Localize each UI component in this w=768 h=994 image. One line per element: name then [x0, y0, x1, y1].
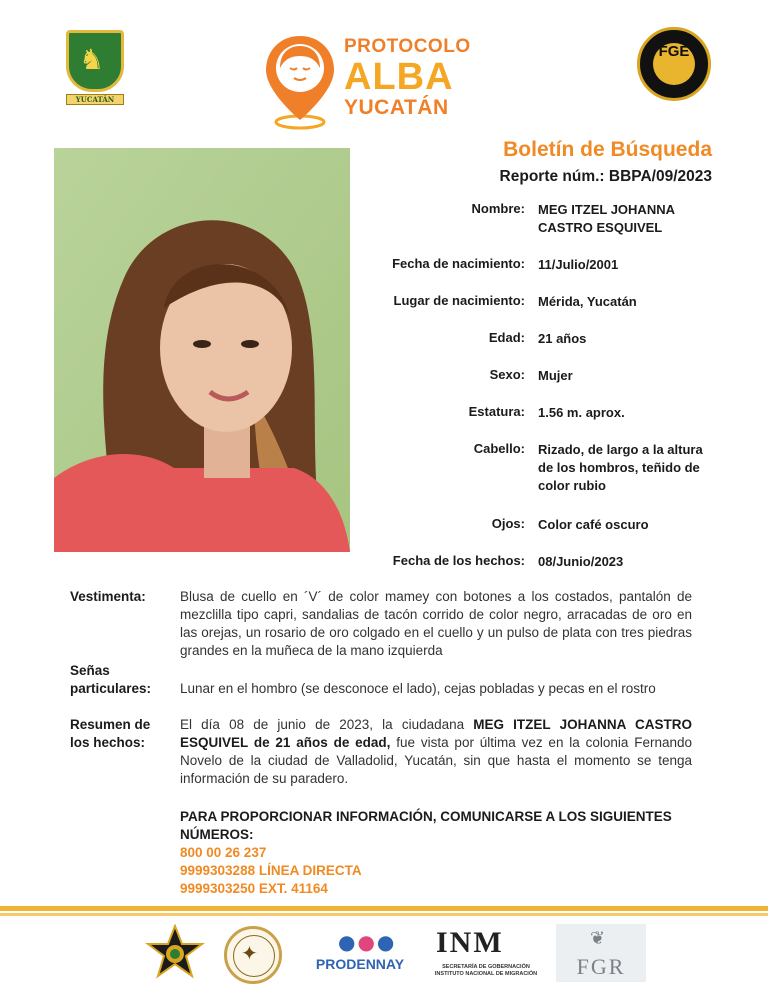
missing-person-photo	[54, 148, 350, 552]
alba-line-alba: ALBA	[344, 56, 454, 98]
summary-rest: fue vista por última vez en la colonia Fernando Novelo de la ciudad de Valladolid, Yucatán, sin que hasta el momento se tenga información de su paradero.	[180, 735, 692, 786]
fge-seal-text: FGE	[653, 43, 695, 85]
eagle-icon: ✦	[241, 941, 258, 965]
summary-name-bold: MEG ITZEL JOHANNA CASTRO ESQUIVEL de 21 años de edad,	[180, 717, 692, 750]
detail-label-name: Nombre:	[471, 201, 525, 216]
summary-text	[180, 716, 692, 788]
detail-label-event-date: Fecha de los hechos:	[392, 553, 525, 568]
detail-value-sex: Mujer	[538, 368, 573, 383]
detail-value-event-date: 08/Junio/2023	[538, 554, 624, 569]
protocolo-alba-logo	[264, 30, 494, 136]
fgr-logo	[556, 924, 646, 982]
clothing-text: Blusa de cuello en ´V´ de color mamey con botones a los costados, pantalón de mezclilla tipo capri, sandalias de tacón corrido de color negro, arracadas de oro en las orejas, un rosario de oro colgado en el cuello y un pulso de plata con tres piedras grandes en la muñeca de la mano izquierda	[180, 589, 692, 658]
footer-divider-light	[0, 913, 768, 916]
fgr-text: FGR	[576, 954, 626, 979]
prodennay-logo	[308, 924, 412, 984]
detail-value-height: 1.56 m. aprox.	[538, 405, 625, 420]
report-number: Reporte núm.: BBPA/09/2023	[499, 168, 712, 185]
clothing-label: Vestimenta:	[70, 589, 146, 604]
marks-label: Señas particulares:	[70, 663, 152, 696]
contact-heading: PARA PROPORCIONAR INFORMACIÓN, COMUNICARSE A LOS SIGUIENTES NÚMEROS:	[180, 809, 672, 842]
summary-intro: El día 08 de junio de 2023, la ciudadana	[180, 717, 465, 732]
inm-logo	[430, 924, 540, 984]
detail-label-eyes: Ojos:	[491, 516, 525, 531]
bulletin-title: Boletín de Búsqueda	[503, 138, 712, 161]
detail-value-age: 21 años	[538, 331, 587, 346]
police-star-badge-logo	[144, 924, 206, 984]
detail-value-hair: Rizado, de largo a la altura de los hombros, teñido de color rubio	[538, 442, 703, 493]
detail-label-height: Estatura:	[468, 404, 525, 419]
summary-label: Resumen de los hechos:	[70, 717, 151, 750]
inm-subtitle: SECRETARÍA DE GOBERNACIÓN INSTITUTO NACIONAL DE MIGRACIÓN	[434, 964, 538, 977]
guardia-nacional-seal-logo	[224, 926, 282, 984]
eagle-emblem-icon: ❦	[590, 928, 606, 949]
detail-label-sex: Sexo:	[489, 367, 525, 382]
location-pin-face-icon	[264, 34, 336, 132]
shield-icon	[66, 30, 124, 92]
inm-letters: INM	[436, 926, 504, 959]
marks-text: Lunar en el hombro (se desconoce el lado), cejas pobladas y pecas en el rostro	[180, 681, 656, 696]
detail-label-birthdate: Fecha de nacimiento:	[392, 256, 525, 271]
yucatan-state-shield-logo	[66, 30, 124, 104]
detail-label-age: Edad:	[488, 330, 525, 345]
deer-icon: ♞	[79, 43, 105, 76]
detail-label-hair: Cabello:	[473, 441, 525, 456]
alba-line-yucatan: YUCATÁN	[344, 96, 449, 119]
detail-value-birthdate: 11/Julio/2001	[538, 257, 619, 272]
phone-number-1[interactable]: 800 00 26 237	[180, 845, 267, 860]
phone-number-2[interactable]: 9999303288 LÍNEA DIRECTA	[180, 863, 362, 878]
prodennay-text: PRODENNAY	[315, 956, 405, 972]
alba-line-protocolo: PROTOCOLO	[344, 36, 471, 57]
family-people-icon: ●●●	[338, 930, 397, 954]
footer-divider-gold	[0, 906, 768, 911]
phone-number-3[interactable]: 9999303250 EXT. 41164	[180, 881, 328, 896]
detail-label-birthplace: Lugar de nacimiento:	[393, 293, 525, 308]
detail-value-name: MEG ITZEL JOHANNA CASTRO ESQUIVEL	[538, 202, 675, 235]
shield-banner-text: YUCATÁN	[66, 94, 124, 105]
detail-value-eyes: Color café oscuro	[538, 517, 649, 532]
fge-seal-logo	[637, 27, 711, 101]
detail-value-birthplace: Mérida, Yucatán	[538, 294, 637, 309]
